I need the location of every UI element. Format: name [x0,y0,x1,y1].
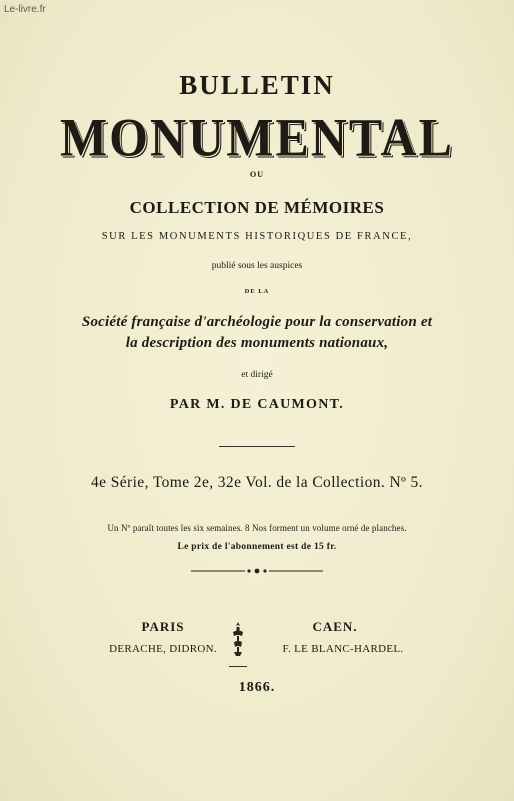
society-line-1: Société française d'archéologie pour la conservation et [81,314,433,330]
imprint-right-publisher: F. LE BLANC-HARDEL. [282,643,404,655]
publication-year: 1866. [238,680,276,695]
price-line: Le prix de l'abonnement est de 15 fr. [177,542,337,552]
ornament-divider-icon [191,565,323,577]
auspices-line: publié sous les auspices [211,261,303,271]
collection-heading: COLLECTION DE MÉMOIRES [129,198,385,217]
watermark: Le-livre.fr [4,4,46,15]
society-line-2: la description des monuments nationaux, [125,335,389,351]
author-line: PAR M. DE CAUMONT. [169,397,345,412]
title-monumental: MONUMENTAL [59,106,455,168]
publication-notice: Un Nº paraît toutes les six semaines. 8 Nos forment un volume orné de planches. [107,523,407,533]
imprint-right-city: CAEN. [312,619,358,634]
series-line: 4e Série, Tome 2e, 32e Vol. de la Collection. Nº 5. [91,474,423,491]
subtitle: SUR LES MONUMENTS HISTORIQUES DE FRANCE, [101,231,413,242]
emblem-rule [229,666,247,667]
title-bulletin: BULLETIN [179,70,335,100]
connector-de-la: DE LA [244,288,270,295]
directed-line: et dirigé [241,370,273,380]
connector-ou: OU [250,170,264,179]
imprint-left-publisher: DERACHE, DIDRON. [109,643,217,655]
divider-rule [219,446,295,447]
imprint-left-city: PARIS [141,619,185,634]
printer-emblem-icon [229,620,247,658]
